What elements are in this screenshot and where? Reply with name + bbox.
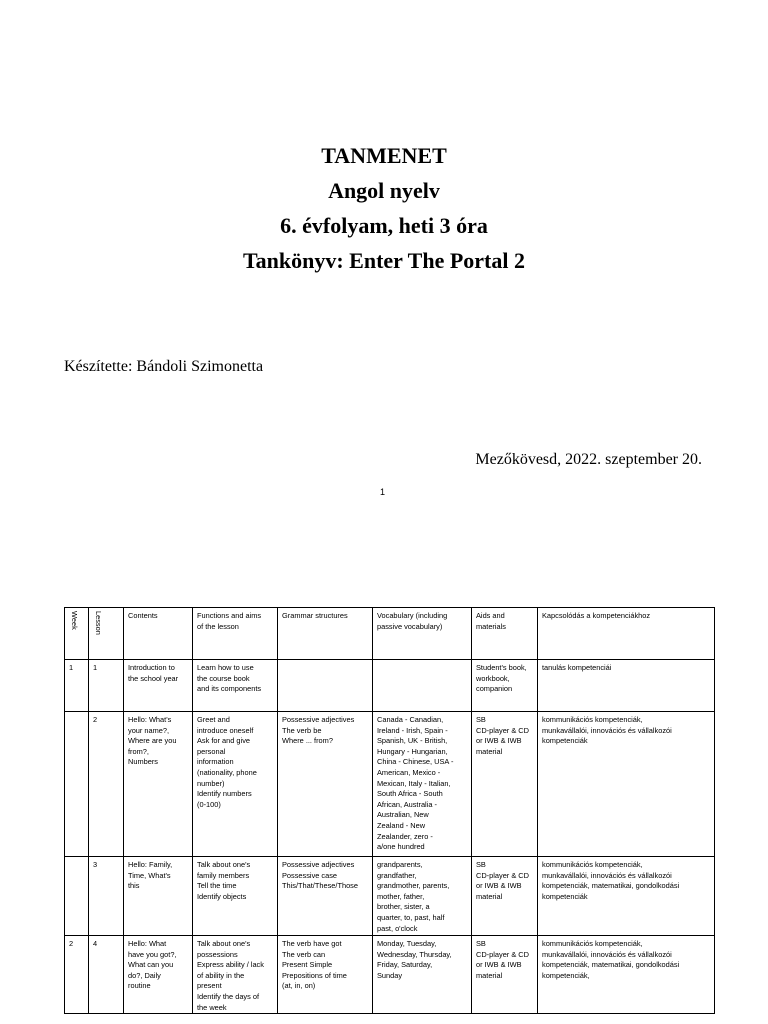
document-title — [0, 138, 768, 278]
cell-line: kompetenciák — [542, 736, 588, 746]
cell-line: Time, What's — [128, 870, 171, 880]
cell-week — [65, 857, 89, 936]
cell-line: or IWB & IWB — [476, 960, 522, 970]
cell-line: Wednesday, Thursday, — [377, 949, 452, 959]
cell-line: (0-100) — [197, 799, 221, 809]
cell-week — [65, 712, 89, 857]
cell-line: your name?, — [128, 725, 170, 735]
cell-line: tanulás kompetenciái — [542, 663, 612, 672]
cell-line: Identify numbers — [197, 789, 252, 799]
cell-line: the week — [197, 1002, 227, 1012]
cell-line: munkavállalói, innovációs és vállalkozói — [542, 725, 672, 735]
lesson-plan-table — [64, 607, 715, 1014]
header-week: Week — [70, 611, 79, 630]
cell-line: do?, Daily — [128, 970, 161, 980]
header-lesson: Lesson — [94, 611, 103, 635]
cell-line: Introduction to — [128, 663, 175, 672]
cell-line: (at, in, on) — [282, 981, 316, 991]
cell-competencies — [538, 660, 715, 712]
cell-line: Grammar structures — [282, 611, 348, 620]
cell-line: personal — [197, 746, 226, 756]
cell-line: Where are you — [128, 736, 177, 746]
cell-grammar — [278, 936, 373, 1014]
cell-line: Tell the time — [197, 881, 237, 891]
cell-line: or IWB & IWB — [476, 736, 522, 746]
cell-contents — [124, 712, 193, 857]
cell-vocabulary — [373, 857, 472, 936]
cell-line: material — [476, 746, 503, 756]
cell-line: Canada - Canadian, — [377, 715, 444, 724]
title-line-1: TANMENET — [321, 143, 447, 168]
cell-line: past, o'clock — [377, 923, 418, 933]
cell-line: present — [197, 981, 222, 991]
cell-line: grandfather, — [377, 870, 417, 880]
cell-line: South Africa - South — [377, 789, 443, 799]
cell-line: or IWB & IWB — [476, 881, 522, 891]
cell-line: Ask for and give — [197, 736, 250, 746]
cell-competencies — [538, 936, 715, 1014]
cell-aids — [472, 857, 538, 936]
table-row — [65, 936, 715, 1014]
header-lesson-cell — [89, 608, 124, 660]
cell-line: kompetenciák, — [542, 970, 590, 980]
cell-line: Mexican, Italy - Italian, — [377, 778, 451, 788]
table-body — [65, 608, 715, 1014]
cell-line: Kapcsolódás a kompetenciákhoz — [542, 611, 651, 620]
cell-line: Zealander, zero - — [377, 831, 433, 841]
cell-line: Express ability / lack — [197, 960, 264, 970]
title-line-3: 6. évfolyam, heti 3 óra — [280, 213, 488, 238]
cell-line: Talk about one's — [197, 860, 251, 869]
cell-line: SB — [476, 715, 486, 724]
cell-line: and its components — [197, 684, 262, 694]
header-vocabulary — [373, 608, 472, 660]
cell-contents — [124, 660, 193, 712]
header-functions — [193, 608, 278, 660]
cell-line: (nationality, phone — [197, 767, 257, 777]
cell-grammar — [278, 857, 373, 936]
cell-line: of the lesson — [197, 621, 239, 631]
cell-line: of ability in the — [197, 970, 245, 980]
cell-aids — [472, 712, 538, 857]
cell-vocabulary — [373, 660, 472, 712]
cell-week: 2 — [65, 936, 89, 1014]
cell-line: have you got?, — [128, 949, 177, 959]
cell-line: Friday, Saturday, — [377, 960, 433, 970]
cell-line: kompetenciák, matematikai, gondolkodási — [542, 881, 680, 891]
cell-line: the school year — [128, 673, 179, 683]
cell-line: Hello: Family, — [128, 860, 173, 869]
cell-vocabulary — [373, 936, 472, 1014]
cell-line: Hungary - Hungarian, — [377, 746, 448, 756]
cell-line: grandmother, parents, — [377, 881, 450, 891]
cell-line: Possessive case — [282, 870, 338, 880]
cell-line: kompetenciák, matematikai, gondolkodási — [542, 960, 680, 970]
cell-functions — [193, 712, 278, 857]
cell-line: materials — [476, 621, 506, 631]
place-date-line: Mezőkövesd, 2022. szeptember 20. — [475, 451, 702, 468]
cell-functions — [193, 936, 278, 1014]
cell-vocabulary — [373, 712, 472, 857]
cell-grammar — [278, 712, 373, 857]
cell-line: Identify the days of — [197, 991, 260, 1001]
cell-line: Contents — [128, 611, 158, 620]
cell-functions — [193, 857, 278, 936]
cell-line: companion — [476, 684, 513, 694]
cell-line: Aids and — [476, 611, 505, 620]
cell-line: Sunday — [377, 970, 403, 980]
cell-line: Learn how to use — [197, 663, 254, 672]
cell-line: Student's book, — [476, 663, 527, 672]
cell-contents — [124, 857, 193, 936]
cell-line: munkavállalói, innovációs és vállalkozói — [542, 949, 672, 959]
cell-functions — [193, 660, 278, 712]
cell-line: Numbers — [128, 757, 158, 767]
cell-line: What can you — [128, 960, 174, 970]
cell-line: SB — [476, 860, 486, 869]
cell-line: SB — [476, 939, 486, 948]
cell-contents — [124, 936, 193, 1014]
cell-line: family members — [197, 870, 250, 880]
cell-line: Zealand - New — [377, 820, 426, 830]
cell-line: kompetenciák — [542, 891, 588, 901]
cell-line: Where ... from? — [282, 736, 333, 746]
header-competencies — [538, 608, 715, 660]
cell-line: kommunikációs kompetenciák, — [542, 939, 643, 948]
cell-line: CD-player & CD — [476, 949, 529, 959]
cell-line: kommunikációs kompetenciák, — [542, 715, 643, 724]
cell-line: brother, sister, a — [377, 902, 430, 912]
page-number: 1 — [380, 487, 386, 497]
cell-line: CD-player & CD — [476, 725, 529, 735]
cell-line: The verb can — [282, 949, 326, 959]
cell-line: This/That/These/Those — [282, 881, 358, 891]
cell-line: Hello: What's — [128, 715, 172, 724]
author-line: Készítette: Bándoli Szimonetta — [64, 358, 264, 375]
cell-line: quarter, to, past, half — [377, 912, 445, 922]
cell-lesson: 1 — [89, 660, 124, 712]
cell-lesson: 4 — [89, 936, 124, 1014]
cell-line: the course book — [197, 673, 250, 683]
cell-line: workbook, — [476, 673, 510, 683]
cell-line: Australian, New — [377, 810, 429, 820]
cell-line: Spanish, UK - British, — [377, 736, 448, 746]
cell-line: CD-player & CD — [476, 870, 529, 880]
cell-lesson: 2 — [89, 712, 124, 857]
title-line-2: Angol nyelv — [328, 178, 440, 203]
cell-aids — [472, 936, 538, 1014]
cell-line: passive vocabulary) — [377, 621, 443, 631]
cell-week: 1 — [65, 660, 89, 712]
cell-line: munkavállalói, innovációs és vállalkozói — [542, 870, 672, 880]
header-aids — [472, 608, 538, 660]
table-row — [65, 712, 715, 857]
cell-line: introduce oneself — [197, 725, 254, 735]
table-header-row — [65, 608, 715, 660]
cell-line: information — [197, 757, 234, 767]
cell-line: Possessive adjectives — [282, 860, 355, 869]
cell-line: material — [476, 891, 503, 901]
title-line-4: Tankönyv: Enter The Portal 2 — [243, 248, 525, 273]
cell-line: Present Simple — [282, 960, 333, 970]
cell-line: routine — [128, 981, 151, 991]
cell-line: China - Chinese, USA - — [377, 757, 454, 767]
cell-line: grandparents, — [377, 860, 423, 869]
cell-grammar — [278, 660, 373, 712]
cell-line: Talk about one's — [197, 939, 251, 948]
cell-line: material — [476, 970, 503, 980]
cell-line: The verb be — [282, 725, 322, 735]
cell-aids — [472, 660, 538, 712]
cell-competencies — [538, 857, 715, 936]
cell-line: mother, father, — [377, 891, 425, 901]
cell-line: Ireland - Irish, Spain - — [377, 725, 448, 735]
cell-line: Vocabulary (including — [377, 611, 448, 620]
cell-line: The verb have got — [282, 939, 342, 948]
cell-line: Prepositions of time — [282, 970, 347, 980]
cell-line: Monday, Tuesday, — [377, 939, 437, 948]
cell-line: Greet and — [197, 715, 230, 724]
cell-line: American, Mexico - — [377, 767, 441, 777]
table-row — [65, 660, 715, 712]
table-row — [65, 857, 715, 936]
cell-line: kommunikációs kompetenciák, — [542, 860, 643, 869]
cell-line: number) — [197, 778, 225, 788]
cell-line: possessions — [197, 949, 238, 959]
header-grammar — [278, 608, 373, 660]
cell-competencies — [538, 712, 715, 857]
cell-line: African, Australia - — [377, 799, 437, 809]
cell-lesson: 3 — [89, 857, 124, 936]
cell-line: Possessive adjectives — [282, 715, 355, 724]
cell-line: Hello: What — [128, 939, 167, 948]
header-week-cell — [65, 608, 89, 660]
cell-line: a/one hundred — [377, 842, 425, 852]
cell-line: this — [128, 881, 140, 891]
cell-line: from?, — [128, 746, 149, 756]
cell-line: Functions and aims — [197, 611, 262, 620]
header-contents — [124, 608, 193, 660]
cell-line: Identify objects — [197, 891, 247, 901]
